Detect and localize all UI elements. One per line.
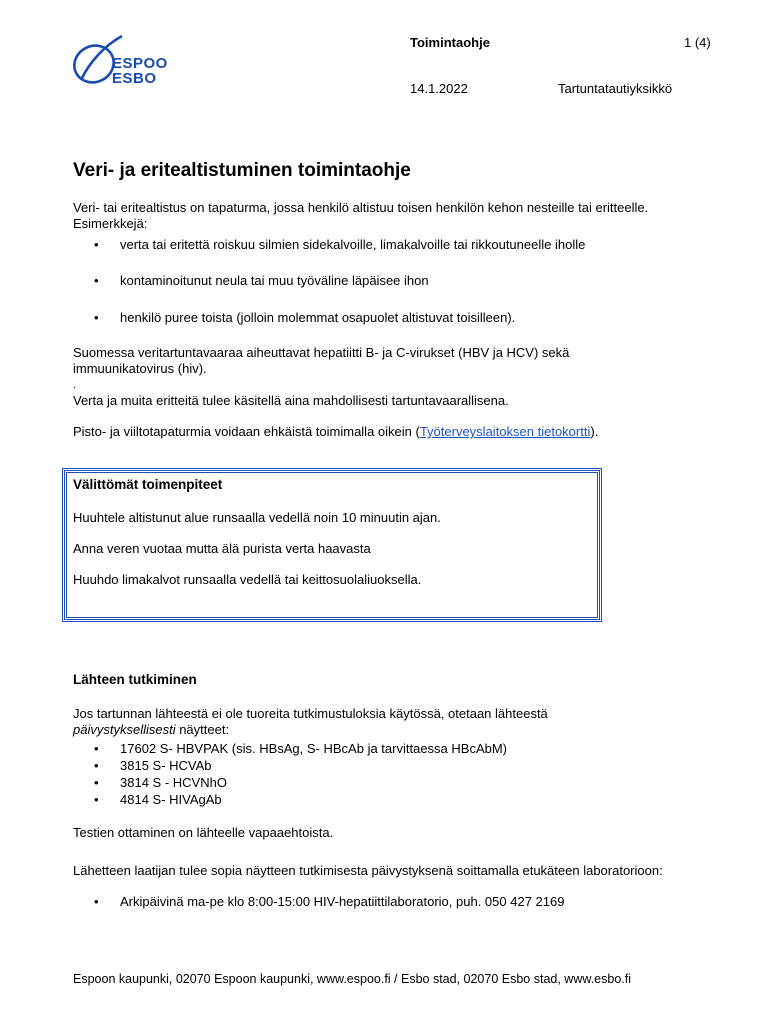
doc-type: Toimintaohje — [410, 35, 490, 50]
unit-name: Tartuntatautiyksikkö — [558, 81, 673, 96]
example-item-2 — [96, 273, 656, 289]
page-footer: Espoon kaupunki, 02070 Espoon kaupunki, www.espoo.fi / Esbo stad, 02070 Esbo stad, www.esbo.fi — [73, 972, 631, 986]
ttl-info-card-link[interactable]: Työterveyslaitoksen tietokortti — [419, 424, 591, 439]
example-text: • verta tai eritettä roiskuu silmien sidekalvoille, limakalvoille tai rikkoutuneelle iholle — [120, 237, 586, 252]
test-item-3 — [96, 775, 656, 791]
test-text: • 3815 S- HCVAb — [120, 758, 212, 773]
doc-date: 14.1.2022 — [410, 81, 468, 96]
example-text: • kontaminoitunut neula tai muu työväline läpäisee ihon — [120, 273, 429, 288]
logo-text-espoo: ESPOO — [112, 55, 168, 72]
source-intro-end: näytteet: — [175, 722, 230, 737]
source-intro — [73, 706, 673, 738]
example-text: • henkilö puree toista (jolloin molemmat osapuolet altistuvat toisilleen). — [120, 310, 516, 325]
page-number: 1 (4) — [684, 35, 711, 50]
source-intro-italic: päivystyksellisesti — [73, 722, 176, 737]
source-intro-text: Jos tartunnan lähteestä ei ole tuoreita tutkimustuloksia käytössä, otetaan lähteestä — [73, 706, 548, 721]
voluntary-paragraph: Testien ottaminen on lähteelle vapaaehtoista. — [73, 825, 334, 840]
example-item-1 — [96, 237, 656, 253]
test-text: • 4814 S- HIVAgAb — [120, 792, 222, 807]
viruses-paragraph: Suomessa veritartuntavaaraa aiheuttavat hepatiitti B- ja C-virukset (HBV ja HCV) sekä immuunikatovirus (hiv). — [73, 345, 570, 376]
referral-paragraph: Lähetteen laatijan tulee sopia näytteen tutkimisesta päivystyksenä soittamalla etukäteen laboratorioon: — [73, 863, 663, 878]
test-text: • 3814 S - HCVNhO — [120, 775, 227, 790]
immediate-action-3: Huuhdo limakalvot runsaalla vedellä tai keittosuolaliuoksella. — [73, 572, 422, 587]
intro-paragraph: Veri- tai eritealtistus on tapaturma, jossa henkilö altistuu toisen henkilön kehon nesteille tai eritteelle. Esimerkkejä: — [73, 200, 649, 231]
prevent-text-end: ). — [590, 424, 599, 439]
handle-paragraph: Verta ja muita eritteitä tulee käsitellä aina mahdollisesti tartuntavaarallisena. — [73, 393, 509, 408]
logo-text-esbo: ESBO — [112, 70, 157, 87]
test-item-4 — [96, 792, 656, 808]
example-item-3 — [96, 310, 656, 326]
source-section-title: Lähteen tutkiminen — [73, 672, 197, 687]
contact-text: • Arkipäivinä ma-pe klo 8:00-15:00 HIV-hepatiittilaboratorio, puh. 050 427 2169 — [120, 894, 565, 909]
prevent-paragraph — [73, 424, 673, 440]
page-title: Veri- ja eritealtistuminen toimintaohje — [73, 160, 411, 181]
espoo-logo — [72, 36, 212, 92]
prevent-text: Pisto- ja viiltotapaturmia voidaan ehkäistä toimimalla oikein ( — [73, 424, 420, 439]
stray-dot: . — [73, 380, 76, 391]
immediate-actions-title: Välittömät toimenpiteet — [73, 477, 223, 492]
contact-item-1 — [96, 894, 656, 910]
test-item-2 — [96, 758, 656, 774]
test-item-1 — [96, 741, 656, 757]
immediate-action-1: Huuhtele altistunut alue runsaalla vedellä noin 10 minuutin ajan. — [73, 510, 441, 525]
immediate-action-2: Anna veren vuotaa mutta älä purista verta haavasta — [73, 541, 371, 556]
test-text: • 17602 S- HBVPAK (sis. HBsAg, S- HBcAb ja tarvittaessa HBcAbM) — [120, 741, 508, 756]
